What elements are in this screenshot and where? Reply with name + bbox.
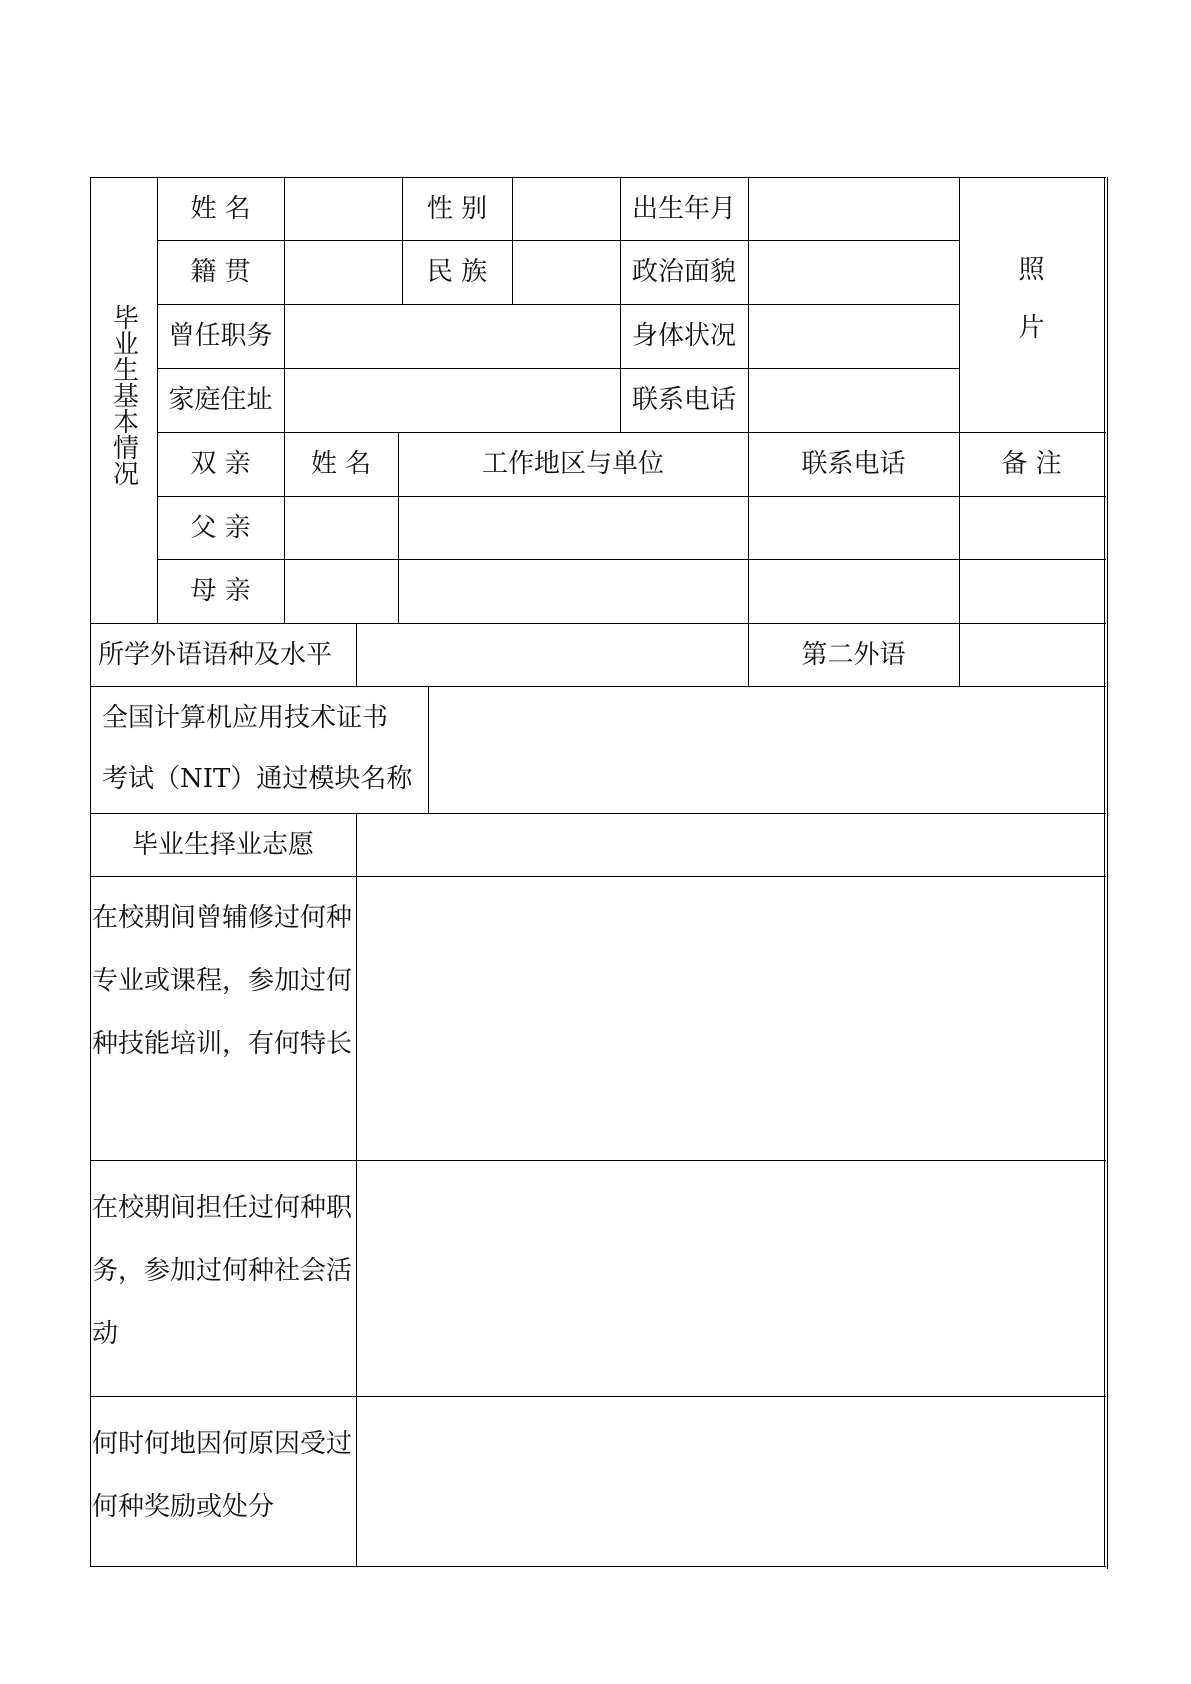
gender-value-field[interactable]	[512, 177, 620, 240]
minor-training-label: 在校期间曾辅修过何种专业或课程，参加过何种技能培训，有何特长	[92, 903, 353, 1059]
name-label: 姓 名	[190, 193, 251, 224]
gender-label: 性 别	[426, 193, 488, 224]
table-border-right	[1104, 177, 1105, 1567]
foreign-language-field[interactable]	[356, 623, 748, 686]
activities-label: 在校期间担任过何种职务，参加过何种社会活动	[92, 1193, 353, 1349]
work-unit-header: 工作地区与单位	[481, 449, 664, 479]
table-border-right-outer	[1107, 177, 1108, 1569]
home-address-label: 家庭住址	[168, 385, 273, 415]
health-field[interactable]	[748, 304, 959, 368]
father-name-field[interactable]	[284, 496, 398, 559]
father-phone-field[interactable]	[748, 496, 959, 559]
section-basic-label	[90, 290, 157, 500]
minor-training-field[interactable]	[356, 876, 1104, 1160]
photo-label-line2: 片	[1018, 313, 1045, 343]
foreign-language-label: 所学外语语种及水平	[98, 639, 333, 670]
native-place-field[interactable]	[284, 240, 402, 304]
father-label: 父 亲	[190, 512, 251, 543]
awards-field[interactable]	[356, 1396, 1104, 1566]
father-work-field[interactable]	[398, 496, 748, 559]
mother-name-field[interactable]	[284, 559, 398, 623]
second-language-label: 第二外语	[801, 639, 906, 670]
birth-value-field[interactable]	[748, 177, 959, 240]
mother-work-field[interactable]	[398, 559, 748, 623]
phone-label: 联系电话	[631, 385, 736, 415]
photo-label-line1: 照	[1018, 255, 1045, 285]
mother-remark-field[interactable]	[959, 559, 1104, 623]
political-status-label: 政治面貌	[631, 257, 736, 287]
table-border-bottom	[90, 1566, 1106, 1567]
ethnic-field[interactable]	[512, 240, 620, 304]
nit-label-line2: 考试（NIT）通过模块名称	[102, 764, 413, 794]
health-label: 身体状况	[631, 321, 736, 351]
mother-label: 母 亲	[190, 576, 251, 606]
parents-label: 双 亲	[190, 449, 251, 479]
parent-name-header: 姓 名	[310, 449, 372, 479]
nit-label	[90, 686, 428, 813]
parent-phone-header: 联系电话	[801, 449, 906, 479]
photo-box[interactable]	[959, 177, 1104, 432]
native-place-label: 籍 贯	[190, 257, 251, 287]
former-post-field[interactable]	[284, 304, 620, 368]
remark-header: 备 注	[1001, 449, 1062, 479]
section-basic-text: 毕业生基本情况	[108, 304, 139, 486]
father-remark-field[interactable]	[959, 496, 1104, 559]
ethnic-label: 民 族	[426, 257, 488, 287]
awards-label: 何时何地因何原因受过何种奖励或处分	[92, 1429, 353, 1522]
career-intention-field[interactable]	[356, 813, 1104, 876]
political-status-field[interactable]	[748, 240, 959, 304]
phone-field[interactable]	[748, 368, 959, 432]
second-language-field[interactable]	[959, 623, 1104, 686]
nit-label-line1: 全国计算机应用技术证书	[102, 703, 389, 733]
home-address-field[interactable]	[284, 368, 620, 432]
name-value-field[interactable]	[284, 177, 402, 240]
former-post-label: 曾任职务	[168, 321, 273, 351]
activities-field[interactable]	[356, 1160, 1104, 1396]
career-intention-label: 毕业生择业志愿	[131, 829, 314, 860]
mother-phone-field[interactable]	[748, 559, 959, 623]
birth-label: 出生年月	[631, 193, 736, 224]
nit-modules-field[interactable]	[428, 686, 1104, 813]
